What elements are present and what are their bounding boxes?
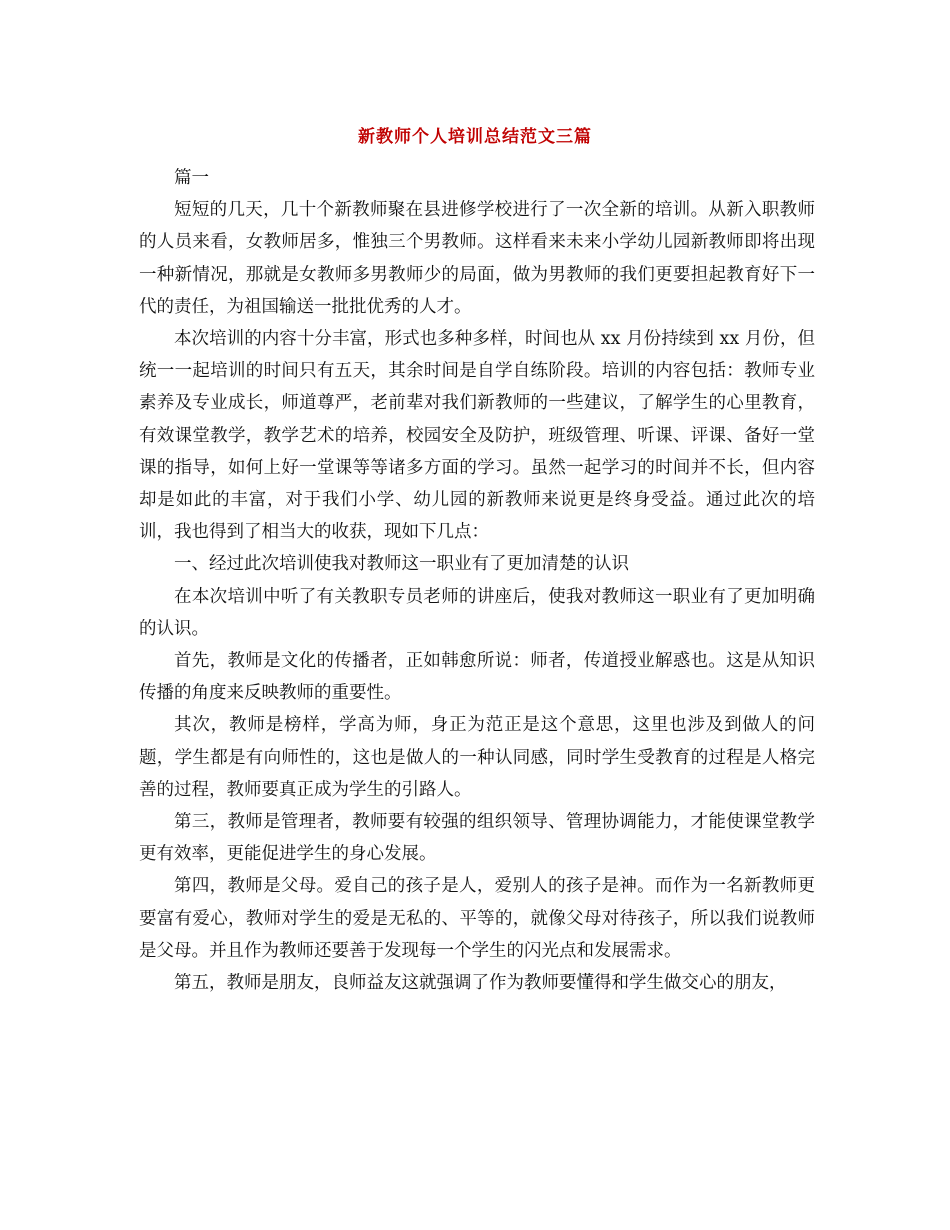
document-title: 新教师个人培训总结范文三篇 [358, 127, 592, 147]
document-body [139, 162, 815, 999]
paragraph: 短短的几天，几十个新教师聚在县进修学校进行了一次全新的培训。从新入职教师的人员来看，女教师居多，惟独三个男教师。这样看来未来小学幼儿园新教师即将出现一种新情况，那就是女教师多男教师少的局面，做为男教师的我们更要担起教育好下一代的责任，为祖国输送一批批优秀的人才。 [139, 200, 815, 317]
paragraph: 首先，教师是文化的传播者，正如韩愈所说：师者，传道授业解惑也。这是从知识传播的角度来反映教师的重要性。 [139, 651, 815, 704]
paragraph: 本次培训的内容十分丰富，形式也多种多样，时间也从 xx 月份持续到 xx 月份，但统一一起培训的时间只有五天，其余时间是自学自练阶段。培训的内容包括：教师专业素养及专业成长，师道尊严，老前辈对我们新教师的一些建议，了解学生的心里教育，有效课堂教学，教学艺术的培养，校园安全及防护，班级管理、听课、评课、备好一堂课的指导，如何上好一堂课等等诸多方面的学习。虽然一起学习的时间并不长，但内容却是如此的丰富，对于我们小学、幼儿园的新教师来说更是终身受益。通过此次的培训，我也得到了相当大的收获，现如下几点： [139, 329, 815, 543]
section-heading: 篇一 [174, 168, 209, 188]
paragraph: 第四，教师是父母。爱自己的孩子是人，爱别人的孩子是神。而作为一名新教师更要富有爱心，教师对学生的爱是无私的、平等的，就像父母对待孩子，所以我们说教师是父母。并且作为教师还要善于发现每一个学生的闪光点和发展需求。 [139, 876, 815, 961]
paragraph: 第五，教师是朋友，良师益友这就强调了作为教师要懂得和学生做交心的朋友， [174, 973, 787, 994]
paragraph: 在本次培训中听了有关教职专员老师的讲座后，使我对教师这一职业有了更加明确的认识。 [139, 586, 815, 639]
paragraph: 第三，教师是管理者，教师要有较强的组织领导、管理协调能力，才能使课堂教学更有效率，更能促进学生的身心发展。 [139, 812, 815, 865]
paragraph: 其次，教师是榜样，学高为师，身正为范正是这个意思，这里也涉及到做人的问题，学生都是有向师性的，这也是做人的一种认同感，同时学生受教育的过程是人格完善的过程，教师要真正成为学生的引路人。 [139, 715, 815, 800]
subheading: 一、经过此次培训使我对教师这一职业有了更加清楚的认识 [174, 554, 629, 575]
